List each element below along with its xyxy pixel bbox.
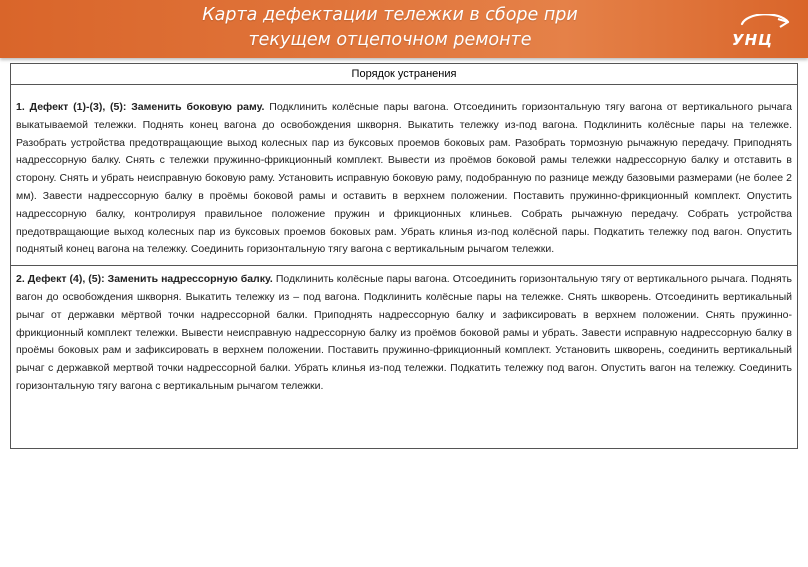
table-row-1 [11,85,797,265]
row-1-lead: 1. Дефект (1)-(3), (5): Заменить боковую раму. [16,101,265,113]
defect-table [10,63,798,449]
header-banner [0,0,808,58]
row-1-text: Подклинить колёсные пары вагона. Отсоединить горизонтальную тягу вагона от вертикального рычага выкатываемой тележки. Поднять конец вагона до освобождения шкворня. Выкатить тележку из-под вагона. Подклинить колёсные пары на тележке. Разобрать устройства предотвращающие выход колесных пар из буксовых проемов боковых рам. Разобрать тормозную рычажную передачу. Приподнять надрессорную балку. Снять с тележки пружинно-фрикционный комплект. Вывести из проёмов боковой рамы тележки надрессорную балку и отставить в сторону. Снять и убрать неисправную боковую раму. Установить исправную боковую раму, подобранную по разнице между базовыми размерами (не более 2 мм). Завести надрессорную балку в проёмы боковой рамы и оставить в верхнем положении. Поставить пружинно-фрикционный комплект. Опустить надрессорную балку, контролируя правильное положение пружин и фрикционных клиньев. Собрать рычажную передачу. Собрать устройства предотвращающие выход колесных пар из буксовых проемов боковых рам. Убрать клинья из-под колёсной пары. Подкатить тележку под вагон. Опустить поднятый конец вагона на тележку. Соединить горизонтальную тягу вагона с вертикальным рычагом тележки. [16,101,793,256]
svg-text:УНЦ: УНЦ [732,31,774,49]
title-line-2: текущем отцепочном ремонте [248,30,532,50]
row-2-lead: 2. Дефект (4), (5): Заменить надрессорную балку. [16,273,273,286]
table-row-2 [11,265,797,402]
page-title [120,3,660,53]
row-2-text: Подклинить колёсные пары вагона. Отсоединить горизонтальную тягу от вертикального рычага. Поднять вагон до освобождения шкворня. Выкатить тележку из – под вагона. Подклинить колёсные пары на тележке. Снять шкворень. Отсоединить вертикальный рычаг от державки мёртвой точки надрессорной балки. Приподнять надрессорную балку и зафиксировать в верхнем положении. Снять пружинно-фрикционный комплект тележки. Вывести неисправную надрессорную балку из проёмов боковой рамы и убрать. Завести исправную надрессорную балку в проёмы боковых рам и зафиксировать в верхнем положении. Поставить пружинно-фрикционный комплект. Установить шкворень, соединить вертикальный рычаг с державкой мертвой точки надрессорной балки. Убрать клинья из-под тележки. Подкатить тележку под вагон. Опустить вагон на тележку. Соединить горизонтальную тягу вагона с вертикальным рычагом тележки. [16,273,792,392]
table-header: Порядок устранения [11,64,797,85]
unc-logo-icon [728,14,800,50]
title-line-1: Карта дефектации тележки в сборе при [202,5,578,25]
